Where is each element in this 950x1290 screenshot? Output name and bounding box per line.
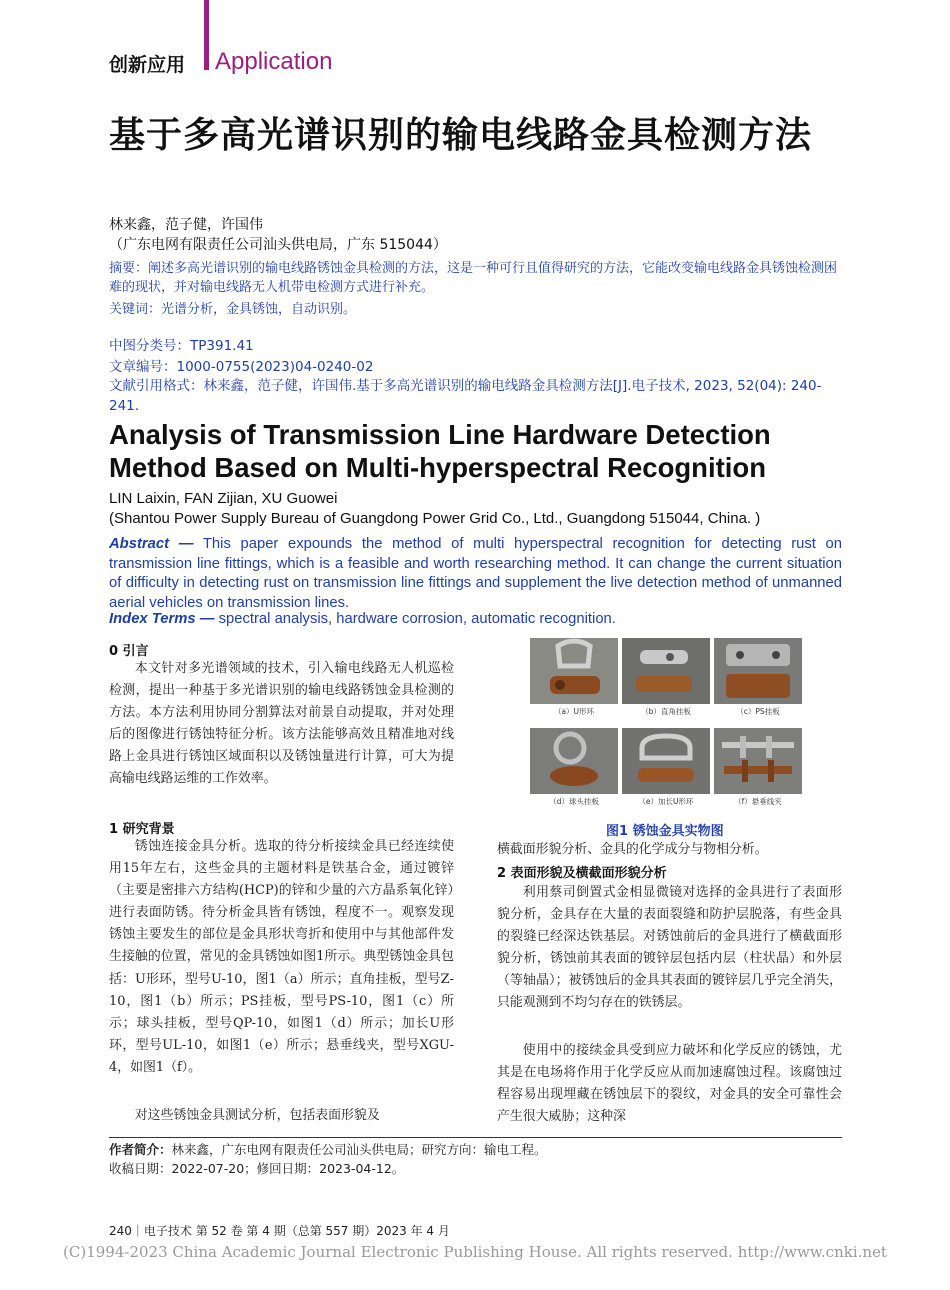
section-label-cn: 创新应用	[109, 54, 186, 76]
section-2-heading: 2 表面形貌及横截面形貌分析	[497, 866, 667, 881]
section-2-paragraph-2: 使用中的接续金具受到应力破坏和化学反应的锈蚀，尤其是在电场将作用于化学反应从而加速腐蚀过程。该腐蚀过程容易出现埋藏在锈蚀层下的裂纹，对金具的安全可靠性会产生很大威胁；这种深	[497, 1043, 842, 1125]
author-bio	[109, 1140, 547, 1158]
keywords-cn: 关键词：光谱分析，金具锈蚀，自动识别。	[109, 302, 357, 317]
figure-label-e: （e）加长U形环	[638, 797, 694, 806]
index-terms-label: Index Terms —	[109, 611, 215, 627]
section-1-text-continued: 对这些锈蚀金具测试分析，包括表面形貌及	[134, 1108, 380, 1123]
figure-label-c: （c）PS挂板	[736, 707, 780, 716]
footnote-divider	[109, 1137, 842, 1138]
figure-label-f: （f）悬垂线夹	[734, 797, 782, 806]
affiliation-cn: （广东电网有限责任公司汕头供电局，广东 515044）	[109, 237, 447, 253]
right-column-continued-text: 横截面形貌分析、金具的化学成分与物相分析。	[497, 842, 768, 857]
article-number: 文章编号：1000-0755(2023)04-0240-02	[109, 359, 374, 375]
figure-1	[525, 638, 805, 818]
affiliation-en: (Shantou Power Supply Bureau of Guangdong Power Grid Co., Ltd., Guangdong 515044, China. )	[109, 510, 761, 527]
index-terms	[109, 611, 616, 627]
suspension-clamp-photo	[714, 728, 802, 794]
section-1-text: 锈蚀连接金具分析。选取的待分析接续金具已经连续使用15年左右，这些金具的主题材料是铁基合金，通过镀锌（主要是密排六方结构(HCP)的锌和少量的六方晶系氧化锌）进行表面防锈。待分析金具皆有锈蚀，程度不一。观察发现锈蚀主要发生的部位是金具形状弯折和使用中与其他部件发生接触的位置，常见的金具锈蚀如图1所示。典型锈蚀金具包括：U形环，型号U-10，图1（a）所示；直角挂板，型号Z-10，图1（b）所示；PS挂板，型号PS-10，图1（c）所示；球头挂板，型号QP-10，如图1（d）所示；加长U形环，型号UL-10，如图1（e）所示；悬垂线夹，型号XGU-4，如图1（f）。	[109, 839, 455, 1075]
ps-plate-photo	[714, 638, 802, 704]
author-bio-label: 作者简介：	[109, 1142, 172, 1157]
abstract-en	[109, 535, 842, 613]
section-1-heading: 1 研究背景	[109, 822, 175, 837]
section-0-heading: 0 引言	[109, 644, 149, 659]
received-dates: 收稿日期：2022-07-20；修回日期：2023-04-12。	[109, 1161, 405, 1176]
abstract-en-label: Abstract —	[109, 536, 194, 552]
page-info: 240｜电子技术 第 52 卷 第 4 期（总第 557 期）2023 年 4 月	[109, 1224, 450, 1238]
section-0-text: 本文针对多光谱领域的技术，引入输电线路无人机巡检检测，提出一种基于多光谱识别的输电线路锈蚀金具检测的方法。本方法利用协同分割算法对前景自动提取，并对处理后的图像进行锈蚀特征分析。该方法能够高效且精准地对线路上金具进行锈蚀区域面积以及锈蚀量进行计算，可大为提高输电线路运维的工作效率。	[109, 661, 454, 787]
authors-cn: 林来鑫，范子健，许国伟	[109, 217, 263, 233]
figure-1-caption: 图1 锈蚀金具实物图	[606, 824, 724, 839]
abstract-en-text: This paper expounds the method of multi hyperspectral recognition for detecting rust on transmission line fittings, which is a feasible and worth researching method. It can change the current situation of difficulty in detecting rust on transmission line fittings and supplement the live detection method of unmanned aerial vehicles on transmission lines.	[109, 536, 842, 611]
citation-format: 文献引用格式：林来鑫，范子健，许国伟.基于多高光谱识别的输电线路金具检测方法[J].电子技术, 2023, 52(04): 240-241.	[109, 378, 822, 414]
ball-eye-plate-photo	[530, 728, 618, 794]
title-en: Analysis of Transmission Line Hardware Detection Method Based on Multi-hyperspectral Recognition	[109, 419, 771, 483]
copyright-notice: (C)1994-2023 China Academic Journal Electronic Publishing House. All rights reserved. http://www.cnki.net	[63, 1243, 887, 1261]
u-shackle-photo	[530, 638, 618, 704]
section-label-en: Application	[215, 48, 333, 75]
abstract-cn: 摘要：阐述多高光谱识别的输电线路锈蚀金具检测的方法，这是一种可行且值得研究的方法，它能改变输电线路金具锈蚀检测困难的现状，并对输电线路无人机带电检测方式进行补充。	[109, 261, 838, 295]
extended-u-shackle-photo	[622, 728, 710, 794]
author-bio-text: 林来鑫，广东电网有限责任公司汕头供电局；研究方向：输电工程。	[171, 1142, 547, 1157]
figure-label-d: （d）球头挂板	[549, 797, 599, 806]
index-terms-text: spectral analysis, hardware corrosion, automatic recognition.	[214, 611, 616, 627]
authors-en: LIN Laixin, FAN Zijian, XU Guowei	[109, 490, 338, 507]
figure-label-a: （a）U形环	[553, 707, 595, 716]
clc-number: 中图分类号：TP391.41	[109, 338, 254, 354]
header-accent-bar	[204, 0, 209, 70]
section-2-paragraph-1: 利用蔡司倒置式金相显微镜对选择的金具进行了表面形貌分析，金具存在大量的表面裂缝和防护层脱落，有些金具的裂缝已经深达铁基层。对锈蚀前后的金具进行了横截面形貌分析，锈蚀前其表面的镀锌层包括内层（柱状晶）和外层（等轴晶）；被锈蚀后的金具其表面的镀锌层几乎完全消失，只能观测到不均匀存在的铁锈层。	[497, 885, 842, 1011]
figure-label-b: （b）直角挂板	[641, 707, 691, 716]
title-cn: 基于多高光谱识别的输电线路金具检测方法	[109, 115, 813, 156]
angle-plate-photo	[622, 638, 710, 704]
